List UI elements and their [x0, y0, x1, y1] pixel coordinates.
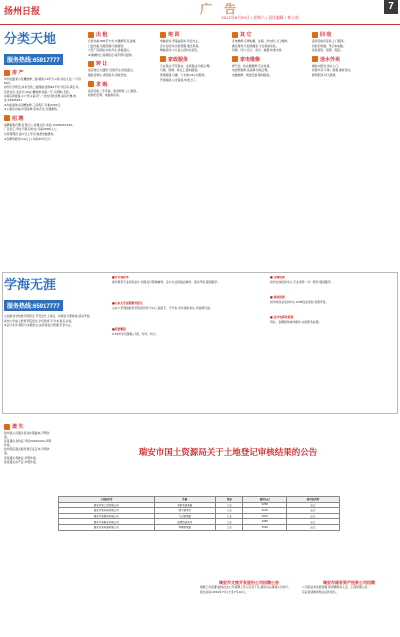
list-item: 电脑维修、网络安装,随叫随到。: [232, 72, 273, 77]
list-item: 回收旧电脑、笔记本电脑。: [312, 43, 346, 48]
section-label: 家政服务: [168, 56, 189, 63]
notice-title: 瑞安市文旅开发股份公司招聘公告: [219, 580, 279, 585]
list-item: 回收废铁、废铜、废铝。: [312, 48, 343, 53]
list-item: 桶装水配送,送水上门。: [312, 63, 341, 68]
section-head-other: [232, 30, 306, 39]
list-item: 翠岗北路某小区精装修二楼,朝南,79平方,2房,拎包入住,一口价68万。: [4, 77, 81, 85]
notice-line: 有意者请携带相关证件报名。: [302, 589, 339, 594]
section-head-delivery: [312, 55, 396, 64]
table-cell: 工业: [216, 502, 243, 508]
column-training: [160, 28, 228, 268]
table-header: 用途: [216, 497, 243, 503]
bullet-icon: [4, 115, 10, 121]
list-item: 李某遗失驾驶证,声明作废。: [4, 455, 39, 460]
table-cell: 2870: [243, 513, 287, 519]
list-item: 厂区招工,男女不限,包吃住,月薪3000以上。: [4, 127, 59, 132]
page-header: [0, 0, 400, 26]
list-item: ★急聘驾驶员(C1以上),年龄35岁以下。: [4, 136, 54, 141]
section-label: 招 聘: [12, 115, 24, 122]
section-label: 送水外卖: [320, 56, 341, 63]
list-item: 立信财会学校教学部招生,开设会计上岗证、初级会计职称班,滚动开班。: [4, 314, 93, 318]
table-header: 使用权类型: [287, 497, 340, 503]
recruitment-notice-2: [302, 580, 396, 632]
list-item: ★会计实务,理论与实践结合,由资深会计授课,学会为止。: [4, 323, 74, 328]
header-rule: [0, 24, 400, 25]
section-head-buy: [88, 80, 156, 89]
list-item: 仓库管理员,高中以上学历,熟悉电脑操作。: [4, 131, 57, 136]
list-item: 鲜奶配送,每天新鲜。: [312, 72, 339, 77]
section-label: 求 购: [96, 81, 108, 88]
column-other: [232, 28, 306, 268]
table-header: 面积(㎡): [243, 497, 287, 503]
section-label: 家电维修: [240, 56, 261, 63]
list-item: 收购旧空调、电脑等家电。: [88, 93, 122, 98]
table-row: [59, 524, 340, 530]
list-item: ★公寓房出租,中等装修,家电齐全,交通便利。: [4, 107, 60, 112]
table-cell: 瑞安市某机械有限公司: [59, 508, 155, 514]
block-heading: ■ 会计电算化培训: [270, 315, 294, 320]
list-item: 搬家服务,长短途搬家,专业拆装家具。: [232, 43, 279, 48]
bullet-icon: [4, 70, 10, 76]
list-item: 诚聘销售代理,有责任心,待遇从优,电话:13905251XXX。: [4, 122, 76, 127]
section-label: 转 让: [96, 61, 108, 68]
list-item: 高价回收二手设备、废旧物资,上门服务。: [88, 88, 140, 93]
table-cell: 出让: [287, 513, 340, 519]
table-cell: 1980: [243, 519, 287, 525]
section-label: 其 它: [240, 32, 252, 38]
table-cell: 莘塍镇某路: [154, 524, 215, 530]
section-head-jobs: [4, 114, 82, 123]
block-text: 山东大学网络教育学院扬州学习中心,高起专、专升本,学历国家承认,学信网可查。: [112, 305, 213, 310]
column-education-left: [4, 274, 104, 408]
block-text: 用友、金蝶财务软件操作,实际账务处理。: [270, 319, 322, 324]
list-item: 开锁换锁,公安备案,快速上门。: [160, 77, 199, 82]
table-cell: 瑞安市某电器有限公司: [59, 524, 155, 530]
bullet-icon: [4, 424, 10, 430]
column-recycle: [312, 28, 396, 268]
table-cell: 工业: [216, 508, 243, 514]
list-item: 电视机维修,各品牌,价格合理。: [232, 68, 271, 73]
list-item: 印刷、设计,名片、彩页、画册,快速出样。: [232, 48, 285, 53]
table-header: 坐落: [154, 497, 215, 503]
list-item: 张某遗失身份证,号码3210XXXX,声明作废。: [4, 439, 52, 447]
column-rent: [88, 28, 156, 268]
table-cell: 出让: [287, 524, 340, 530]
table-cell: 瑞安市某工贸有限公司: [59, 502, 155, 508]
notice-line: 根据工作需要,面向社会公开招聘工作人员若干名,现将有关事项公告如下。: [200, 585, 292, 589]
block-text: 扬州市创业培训中心,SIYB创业培训,免费开班。: [270, 299, 329, 304]
section-head-housekeeping: [160, 55, 228, 64]
bullet-icon: [232, 32, 238, 38]
list-item: 高价回收旧家具,上门服务。: [312, 39, 347, 43]
section-label: 房 产: [12, 70, 24, 76]
date-line: 2012年6月30日 / 星期六 / 责任编辑 / 林小南: [221, 15, 299, 20]
table-cell: 瑞安市某服饰有限公司: [59, 513, 155, 519]
column-classified-left: [4, 28, 82, 268]
list-item: 月嫂、保姆、钟点工,随叫随到。: [160, 68, 201, 73]
list-item: 某某遗失房产证,声明作废。: [4, 460, 39, 465]
bullet-icon: [312, 56, 318, 62]
bullet-icon: [88, 81, 94, 87]
table-cell: 塘下镇某村: [154, 508, 215, 514]
table-header: 土地使用者: [59, 497, 155, 503]
list-item: 饭店转让,位置好,设施齐全,价格面议。: [88, 68, 136, 73]
list-item: 大型厂房招租,水电齐全,价格面议。: [88, 48, 132, 53]
list-item: 电脑培训,零基础起步,学会为止。: [160, 39, 201, 43]
table-cell: 安阳街道某路: [154, 502, 215, 508]
page-number: 7: [384, 0, 398, 14]
table-cell: 工业: [216, 524, 243, 530]
classified-title: 分类天地: [4, 32, 57, 47]
table-cell: 瑞安市某鞋业有限公司: [59, 519, 155, 525]
notice-line: 报名时间:2012年7月1日至7月10日。: [200, 589, 248, 594]
list-item: 扬州某店遗失税务登记证正本,声明作废。: [4, 447, 50, 455]
classified-hotline: 服务热线:65917777: [4, 54, 63, 65]
table-cell: 4102: [243, 508, 287, 514]
bullet-icon: [160, 32, 166, 38]
list-item: 快餐外卖,午餐、晚餐,准时送达。: [312, 68, 353, 73]
list-item: 专业保洁,开荒保洁、家庭保洁,价格合理。: [160, 63, 213, 68]
list-item: 扬州大学成人教育学院招生,学历教育,专升本,报名从速。: [4, 318, 74, 323]
block-heading: ■全计到春华: [112, 276, 129, 279]
table-cell: 出让: [287, 519, 340, 525]
section-label: 培 训: [168, 32, 180, 38]
list-item: 扬州大学附近,房东急售二楼阁楼,面积84平米,学区房,满五年。: [4, 85, 82, 90]
land-notice-title: 瑞安市国土资源局关于土地登记审核结果的公告: [138, 448, 318, 458]
education-hotline: 服务热线:65917777: [4, 300, 63, 311]
section-head-transfer: [88, 59, 156, 68]
list-item: 门面出租,近瘦西湖,可做餐饮。: [88, 43, 127, 48]
block-heading: ■英语雅思: [112, 327, 126, 332]
section-head-training: [160, 30, 228, 39]
block-heading: ■ 吉他培训: [270, 276, 285, 279]
table-cell: 仙降街道某村: [154, 519, 215, 525]
list-item: ★南区新楼盘,小户型,1室1厅,一次性付款优惠,看房方便,电话:13905251: [4, 94, 77, 102]
table-cell: 飞云镇某路: [154, 513, 215, 519]
block-heading: ■山东大学远程教育招生: [112, 301, 143, 306]
list-item: ★出租美琪小区精装修,三房两厅,月租2200元。: [4, 102, 63, 107]
bullet-icon: [312, 32, 318, 38]
column-lost-notices: [4, 420, 54, 630]
list-item: 家电维修,空调加氟、冰箱、洗衣机,上门维修。: [232, 39, 290, 43]
table-cell: 3520: [243, 524, 287, 530]
block-text: 扬州吉他培训中心,专业老师一对一教学,随到随学。: [270, 279, 334, 284]
section-head-lost: [4, 422, 54, 431]
education-title: 学海无涯: [4, 278, 57, 293]
block-heading: ■ 创业培训: [270, 295, 285, 300]
block-text: 0-50岁学员课程,口语、写作、听力。: [112, 331, 159, 336]
list-item: 仓库出租,800平方米,交通便利,有货梯。: [88, 39, 138, 43]
section-label: 出 租: [96, 32, 108, 38]
list-item: 宜居住宅,北区中,20㎡,精装修,两室一厅,有钥匙,急售。: [4, 89, 72, 94]
section-head-property: [4, 68, 82, 77]
table-cell: 工业: [216, 513, 243, 519]
bullet-icon: [160, 56, 166, 62]
notice-line: 公司因业务发展需要,现招聘财务人员、工程管理人员。: [302, 585, 371, 589]
list-item: 会计证培训,名师授课,通过率高。: [160, 43, 201, 48]
table-cell: 出让: [287, 502, 340, 508]
bullet-icon: [88, 32, 94, 38]
block-text: 春华教育专业培训会计,初级会计职称辅导、会计从业资格证辅导。滚动开班,随到随学。: [112, 279, 221, 284]
section-label: 遗 失: [12, 424, 24, 430]
column-education-right: [270, 276, 394, 408]
notice-title: 瑞安市国有资产投资公司招聘: [323, 580, 375, 585]
recruitment-notice-1: [200, 580, 298, 632]
table-cell: 3256: [243, 502, 287, 508]
section-head-recycle: [312, 30, 396, 39]
bullet-icon: [232, 56, 238, 62]
bullet-icon: [88, 61, 94, 67]
list-item: ★商铺转让,客源稳定,接手即可盈利。: [88, 52, 135, 57]
list-item: 管道疏通,马桶、下水道,24小时服务。: [160, 72, 208, 77]
list-item: 服装店转让,老顾客多,因故急转。: [88, 72, 129, 77]
section-title: 广 告: [200, 2, 241, 16]
list-item: 扬州某公司遗失营业执照副本,声明作废。: [4, 431, 50, 439]
section-head-appliance: [232, 55, 306, 64]
table-cell: 工业: [216, 519, 243, 525]
list-item: 舞蹈培训,少儿成人班均在招生。: [160, 48, 201, 53]
section-label: 回 收: [320, 32, 332, 38]
column-education-center: [112, 276, 262, 408]
table-cell: 出让: [287, 508, 340, 514]
list-item: 燃气灶、热水器维修,专业快速。: [232, 63, 273, 68]
land-registration-table: [58, 496, 340, 531]
newspaper-logo: 扬州日报: [4, 7, 41, 17]
section-head-rent: [88, 30, 156, 39]
